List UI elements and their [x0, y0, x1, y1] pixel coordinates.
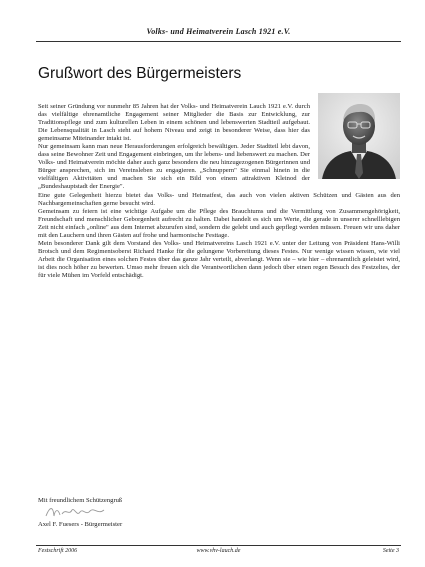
closing-greeting: Mit freundlichem Schützengruß	[38, 497, 123, 504]
header-rule	[36, 41, 401, 42]
paragraph-tradition: Gemeinsam zu feiern ist eine wichtige Aufgabe um die Pflege des Brauchtums und die Vermittlung von Zusammengehörigkeit, Freundschaft und menschlicher Geborgenheit aufrecht zu halten. Dabei handelt es sich um Werte, die gerade in unserer schnelllebigen Zeit nicht einfach „online" aus dem Internet abzurufen sind, sondern die gelebt und auch gepflegt werden müssen. Freuen wir uns daher mit den Lauchern und ihren Gästen auf frohe und harmonische Festtage.	[38, 207, 400, 239]
paragraph-community: Nur gemeinsam kann man neue Herausforderungen erfolgreich bewältigen. Jeder Stadtteil lebt davon, dass seine Bewohner Zeit und Engagement einbringen, um ihr lebens- und liebenswert zu machen. Der Volks- und Heimatverein möchte daher auch ganz besonders die neu hinzugezogenen Bürgerinnen und Bürger ansprechen, sich im Vereinsleben zu engagieren. „Schnuppern" Sie einmal hinein in die vielfältigen Aktivitäten und machen Sie sich ein Bild von einem attraktiven Kleinod der „Bundeshauptstadt der Energie".	[38, 143, 310, 191]
signer-name: Axel F. Fuesers - Bürgermeister	[38, 521, 123, 528]
page-title: Grußwort des Bürgermeisters	[38, 65, 242, 82]
mayor-portrait-photo	[318, 93, 400, 179]
footer-website-link[interactable]: www.vhv-lauch.de	[196, 548, 241, 554]
footer-page-number: Seite 3	[382, 548, 399, 554]
paragraph-festival: Eine gute Gelegenheit hierzu bietet das Volks- und Heimatfest, das auch von vielen aktiven Schützen und Gästen aus den Nachbargemeinschaften gerne besucht wird.	[38, 191, 400, 207]
footer-publication: Festschrift 2006	[38, 548, 78, 554]
paragraph-intro: Seit seiner Gründung vor nunmehr 85 Jahren hat der Volks- und Heimatverein Lauch 1921 e.V. durch das vielfältige ehrenamtliche Engagement seiner Mitglieder die Basis zur Entwicklung, zur Traditionspflege und zum kulturellen Leben in einem schönen und lebenswerten Stadtteil aufgebaut. Die Lebensqualität in Lasch steht auf hohem Niveau und zeigt in besonderer Weise, dass hier das gemeinsame Miteinander intakt ist.	[38, 103, 310, 143]
running-header: Volks- und Heimatverein Lasch 1921 e.V.	[146, 27, 291, 36]
article-body	[38, 103, 400, 280]
handwritten-signature	[44, 504, 114, 520]
paragraph-thanks: Mein besonderer Dank gilt dem Vorstand des Volks- und Heimatvereins Lasch 1921 e.V. unter der Leitung von Präsident Hans-Willi Brotsch und dem Regimentsoberst Richard Hanke für die gelungene Vorbereitung dieses Festes. Nur wenige wissen wissen, wie viel Arbeit die Organisation eines solchen Festes über das ganze Jahr verteilt, abverlangt. Wenn sie – wie hier – ehrenamtlich geleistet wird, ist dies noch höher zu bewerten. Umso mehr freuen sich die Verantwortlichen dann jedoch über einen regen Besuch des Festzeltes, der für viele Mühen im Vorfeld entschädigt.	[38, 239, 400, 279]
footer-rule	[36, 545, 401, 546]
